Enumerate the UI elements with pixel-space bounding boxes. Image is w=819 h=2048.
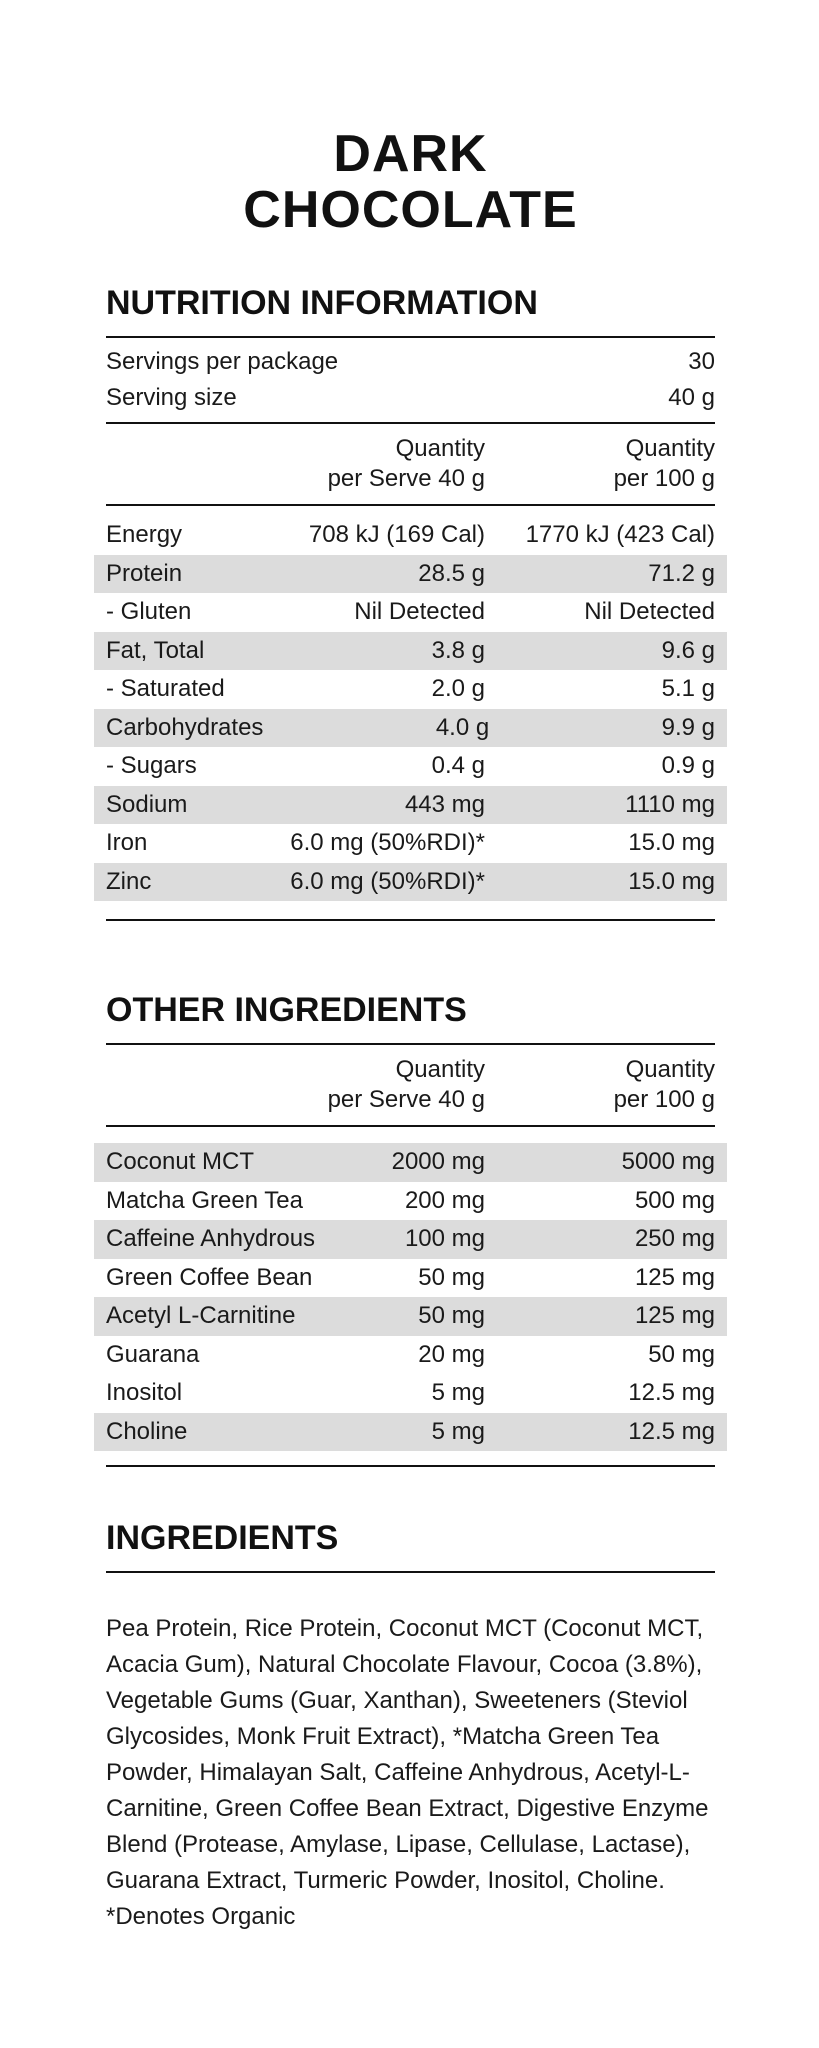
nutrient-label: Protein: [106, 559, 183, 587]
table-row: [106, 516, 715, 555]
per-serve-line1: Quantity: [395, 435, 485, 462]
per-100g-value: 9.9 g: [661, 713, 715, 741]
serving-info: [106, 338, 715, 424]
per-serve-value: 708 kJ (169 Cal): [308, 521, 485, 549]
per-100g-line1: Quantity: [625, 1056, 715, 1083]
per-100g-value: 12.5 mg: [628, 1417, 715, 1445]
table-row: [106, 824, 715, 863]
per-serve-value: 3.8 g: [431, 636, 485, 664]
serving-size-value: 40 g: [668, 384, 715, 411]
per-100g-value: 12.5 mg: [628, 1379, 715, 1407]
ingredient-label: Green Coffee Bean: [106, 1263, 313, 1291]
per-100g-line2: per 100 g: [613, 465, 715, 492]
per-serve-value: 6.0 mg (50%RDI)*: [290, 829, 485, 857]
servings-label: Servings per package: [106, 348, 339, 375]
column-header-spacer: [106, 434, 255, 494]
table-row: [106, 1374, 715, 1413]
per-serve-value: Nil Detected: [354, 598, 485, 626]
per-serve-value: 5 mg: [431, 1417, 485, 1445]
per-100g-value: 125 mg: [634, 1302, 715, 1330]
per-100g-value: 0.9 g: [661, 752, 715, 780]
nutrient-label: Carbohydrates: [106, 713, 264, 741]
per-serve-value: 200 mg: [404, 1186, 485, 1214]
table-row: [94, 1143, 727, 1182]
per-serve-value: 20 mg: [418, 1340, 485, 1368]
per-serve-value: 4.0 g: [435, 713, 490, 741]
nutrition-column-header: [106, 424, 715, 506]
nutrition-table-body: [106, 506, 715, 921]
product-title: [106, 126, 715, 238]
nutrient-label: - Gluten: [106, 598, 192, 626]
per-100g-value: 15.0 mg: [628, 867, 715, 895]
ingredient-label: Matcha Green Tea: [106, 1186, 304, 1214]
product-title-line2: CHOCOLATE: [243, 181, 578, 239]
ingredients-heading: INGREDIENTS: [106, 1519, 715, 1573]
section-spacer: [106, 1467, 715, 1519]
per-serve-value: 6.0 mg (50%RDI)*: [290, 867, 485, 895]
column-header-per-100g: [485, 434, 715, 494]
table-row: [106, 670, 715, 709]
section-spacer: [106, 921, 715, 991]
per-100g-value: 71.2 g: [648, 559, 715, 587]
per-serve-line2: per Serve 40 g: [327, 1086, 485, 1113]
nutrition-heading: NUTRITION INFORMATION: [106, 284, 715, 338]
column-header-per-100g: [485, 1055, 715, 1115]
nutrient-label: Zinc: [106, 867, 152, 895]
per-serve-value: 28.5 g: [418, 559, 485, 587]
ingredients-text: Pea Protein, Rice Protein, Coconut MCT (Coconut MCT, Acacia Gum), Natural Chocolate Flavour, Cocoa (3.8%), Vegetable Gums (Guar, Xanthan), Sweeteners (Steviol Glycosides, Monk Fruit Extract), *Matcha Green Tea Powder, Himalayan Salt, Caffeine Anhydrous, Acetyl-L-Carnitine, Green Coffee Bean Extract, Digestive Enzyme Blend (Protease, Amylase, Lipase, Cellulase, Lactase), Guarana Extract, Turmeric Powder, Inositol, Choline. *Denotes Organic: [106, 1615, 709, 1930]
per-serve-value: 50 mg: [418, 1263, 485, 1291]
table-row: [94, 709, 727, 748]
nutrient-label: - Saturated: [106, 675, 225, 703]
per-100g-value: 5000 mg: [621, 1148, 715, 1176]
nutrient-label: Fat, Total: [106, 636, 205, 664]
table-row: [106, 1259, 715, 1298]
serving-size-row: [106, 380, 715, 416]
per-100g-value: 15.0 mg: [628, 829, 715, 857]
ingredient-label: Caffeine Anhydrous: [106, 1225, 316, 1253]
table-row: [106, 593, 715, 632]
per-100g-value: 1770 kJ (423 Cal): [525, 521, 715, 549]
other-ingredients-heading: OTHER INGREDIENTS: [106, 991, 715, 1045]
nutrient-label: - Sugars: [106, 752, 197, 780]
per-100g-line2: per 100 g: [613, 1086, 715, 1113]
per-100g-value: 9.6 g: [661, 636, 715, 664]
per-100g-value: 50 mg: [648, 1340, 715, 1368]
column-header-per-serve: [255, 434, 485, 494]
per-serve-line2: per Serve 40 g: [327, 465, 485, 492]
per-100g-value: 250 mg: [634, 1225, 715, 1253]
nutrient-label: Energy: [106, 521, 183, 549]
column-header-spacer: [106, 1055, 255, 1115]
per-100g-value: 1110 mg: [625, 790, 715, 818]
per-100g-line1: Quantity: [625, 435, 715, 462]
table-row: [106, 1182, 715, 1221]
other-column-header: [106, 1045, 715, 1127]
ingredient-label: Acetyl L-Carnitine: [106, 1302, 296, 1330]
table-row: [94, 632, 727, 671]
other-ingredients-table-body: [106, 1127, 715, 1467]
per-serve-value: 5 mg: [431, 1379, 485, 1407]
serving-size-label: Serving size: [106, 384, 237, 411]
nutrient-label: Sodium: [106, 790, 188, 818]
per-100g-value: 5.1 g: [661, 675, 715, 703]
table-row: [94, 863, 727, 902]
table-row: [94, 555, 727, 594]
table-row: [94, 1413, 727, 1452]
per-serve-value: 50 mg: [418, 1302, 485, 1330]
table-row: [94, 1297, 727, 1336]
per-serve-value: 2.0 g: [431, 675, 485, 703]
ingredient-label: Coconut MCT: [106, 1148, 255, 1176]
per-serve-value: 443 mg: [404, 790, 485, 818]
per-serve-value: 100 mg: [404, 1225, 485, 1253]
per-serve-value: 2000 mg: [391, 1148, 485, 1176]
nutrition-label-panel: [106, 126, 715, 1959]
ingredient-label: Inositol: [106, 1379, 183, 1407]
table-row: [106, 747, 715, 786]
per-100g-value: 500 mg: [634, 1186, 715, 1214]
ingredient-label: Choline: [106, 1417, 188, 1445]
table-row: [94, 786, 727, 825]
per-serve-line1: Quantity: [395, 1056, 485, 1083]
per-serve-value: 0.4 g: [431, 752, 485, 780]
per-100g-value: 125 mg: [634, 1263, 715, 1291]
table-row: [106, 1336, 715, 1375]
ingredient-label: Guarana: [106, 1340, 200, 1368]
servings-row: [106, 344, 715, 380]
nutrient-label: Iron: [106, 829, 148, 857]
product-title-line1: DARK: [333, 125, 488, 183]
column-header-per-serve: [255, 1055, 485, 1115]
servings-value: 30: [688, 348, 715, 375]
table-row: [94, 1220, 727, 1259]
per-100g-value: Nil Detected: [584, 598, 715, 626]
